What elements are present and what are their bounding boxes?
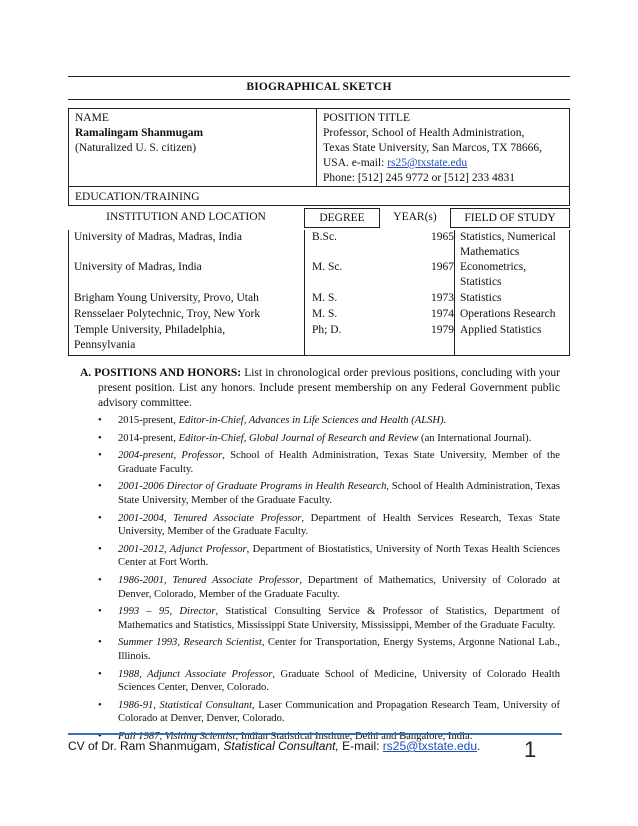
- list-item: • Fall 1987, Visiting Scientist, Indian Statistical Institute, Delhi and Bangalore, India.: [98, 730, 473, 742]
- position-cell: [323, 111, 568, 186]
- education-column-headers: [68, 206, 570, 230]
- bullet-icon: •: [98, 606, 102, 618]
- page-number: 1: [524, 737, 537, 762]
- list-item: • Summer 1993, Research Scientist, Center for Transportation, Energy Systems, Argonne National Lab., Illinois.: [98, 637, 560, 662]
- list-item: • 2001-2006 Director of Graduate Programs in Health Research, School of Health Administration, Texas State University, Member of the Graduate Faculty.: [98, 481, 560, 506]
- position-label: POSITION TITLE: [323, 112, 410, 124]
- education-label: EDUCATION/TRAINING: [68, 186, 570, 206]
- name-cell: [75, 111, 203, 156]
- list-item: • 2014-present, Editor-in-Chief, Global Journal of Research and Review (an International Journal).: [98, 432, 532, 444]
- list-item: • 2001-2012, Adjunct Professor, Department of Biostatistics, University of North Texas Health Sciences Center at Fort Worth.: [98, 543, 560, 569]
- header-field: FIELD OF STUDY: [450, 208, 570, 228]
- bullet-icon: •: [98, 512, 102, 524]
- divider: [316, 109, 317, 187]
- table-row: University of Madras, India M. Sc. 1967 Econometrics, Statistics: [74, 261, 527, 288]
- citizenship: (Naturalized U. S. citizen): [75, 142, 197, 154]
- bullet-icon: •: [98, 668, 102, 680]
- document-title: BIOGRAPHICAL SKETCH: [246, 81, 392, 93]
- bullet-icon: •: [98, 730, 102, 742]
- email-line: USA. e-mail: rs25@txstate.edu: [323, 157, 468, 169]
- footer-email-link[interactable]: rs25@txstate.edu: [382, 739, 478, 753]
- table-row: Temple University, Philadelphia, Pennsylvania Ph; D. 1979 Applied Statistics: [74, 324, 542, 351]
- top-rule: [68, 76, 570, 77]
- list-item: • 1986-2001, Tenured Associate Professor, Department of Mathematics, University of Colorado at Denver, Colorado, Member of the Graduate Faculty.: [98, 574, 560, 600]
- table-row: University of Madras, Madras, India B.Sc. 1965 Statistics, Numerical Mathematics: [74, 231, 556, 258]
- bullet-icon: •: [98, 481, 102, 493]
- position-line2: Texas State University, San Marcos, TX 78666,: [323, 142, 542, 154]
- bullet-icon: •: [98, 574, 102, 586]
- list-item: • 2004-present, Professor, School of Health Administration, Texas State University, Member of the Graduate Faculty.: [98, 450, 560, 475]
- title-rule: [68, 99, 570, 100]
- bullet-icon: •: [98, 415, 102, 426]
- bullet-icon: •: [98, 699, 102, 711]
- positions-heading: A. POSITIONS AND HONORS: List in chronological order previous positions, concluding with your present position. List any honors. Include present membership on any Federal Government public advisory committee.: [80, 367, 561, 409]
- bullet-icon: •: [98, 432, 102, 444]
- position-line1: Professor, School of Health Administration,: [323, 127, 525, 139]
- list-item: • 2001-2004, Tenured Associate Professor, Department of Health Services Research, Texas State University, Member of the Graduate Faculty.: [98, 512, 561, 538]
- email-link[interactable]: rs25@txstate.edu: [387, 157, 468, 169]
- table-row: Brigham Young University, Provo, Utah M. S. 1973 Statistics: [74, 292, 502, 304]
- table-row: Rensselaer Polytechnic, Troy, New York M. S. 1974 Operations Research: [74, 308, 556, 320]
- bullet-icon: •: [98, 543, 102, 555]
- footer: CV of Dr. Ram Shanmugam, Statistical Consultant, E-mail: rs25@txstate.edu.: [68, 739, 481, 753]
- header-institution: INSTITUTION AND LOCATION: [106, 211, 266, 223]
- list-item: • 1988, Adjunct Associate Professor, Graduate School of Medicine, University of Colorado Health Sciences Center, Denver, Colorado.: [98, 668, 560, 694]
- person-name: Ramalingam Shanmugam: [75, 127, 204, 139]
- phone: Phone: [512] 245 9772 or [512] 233 4831: [323, 172, 515, 184]
- positions-section: [80, 366, 560, 747]
- name-position-block: [68, 108, 570, 186]
- list-item: • 2015-present, Editor-in-Chief, Advances in Life Sciences and Health (ALSH).: [98, 415, 447, 426]
- header-degree: DEGREE: [304, 208, 380, 228]
- footer-rule: [68, 733, 562, 735]
- list-item: • 1993 – 95, Director, Statistical Consulting Service & Professor of Statistics, Department of Mathematics and Statistics, Mississippi State University, Mississippi, Member of the Graduate Faculty.: [98, 606, 560, 631]
- education-table: [68, 230, 570, 353]
- header-year: YEAR(s): [393, 211, 437, 223]
- list-item: • 1986-91, Statistical Consultant, Laser Communication and Propagation Research Team, University of Colorado at Denver, Denver, Colorado.: [98, 699, 560, 725]
- bullet-icon: •: [98, 637, 102, 649]
- name-label: NAME: [75, 112, 109, 124]
- bullet-icon: •: [98, 450, 102, 462]
- positions-list: [80, 414, 560, 743]
